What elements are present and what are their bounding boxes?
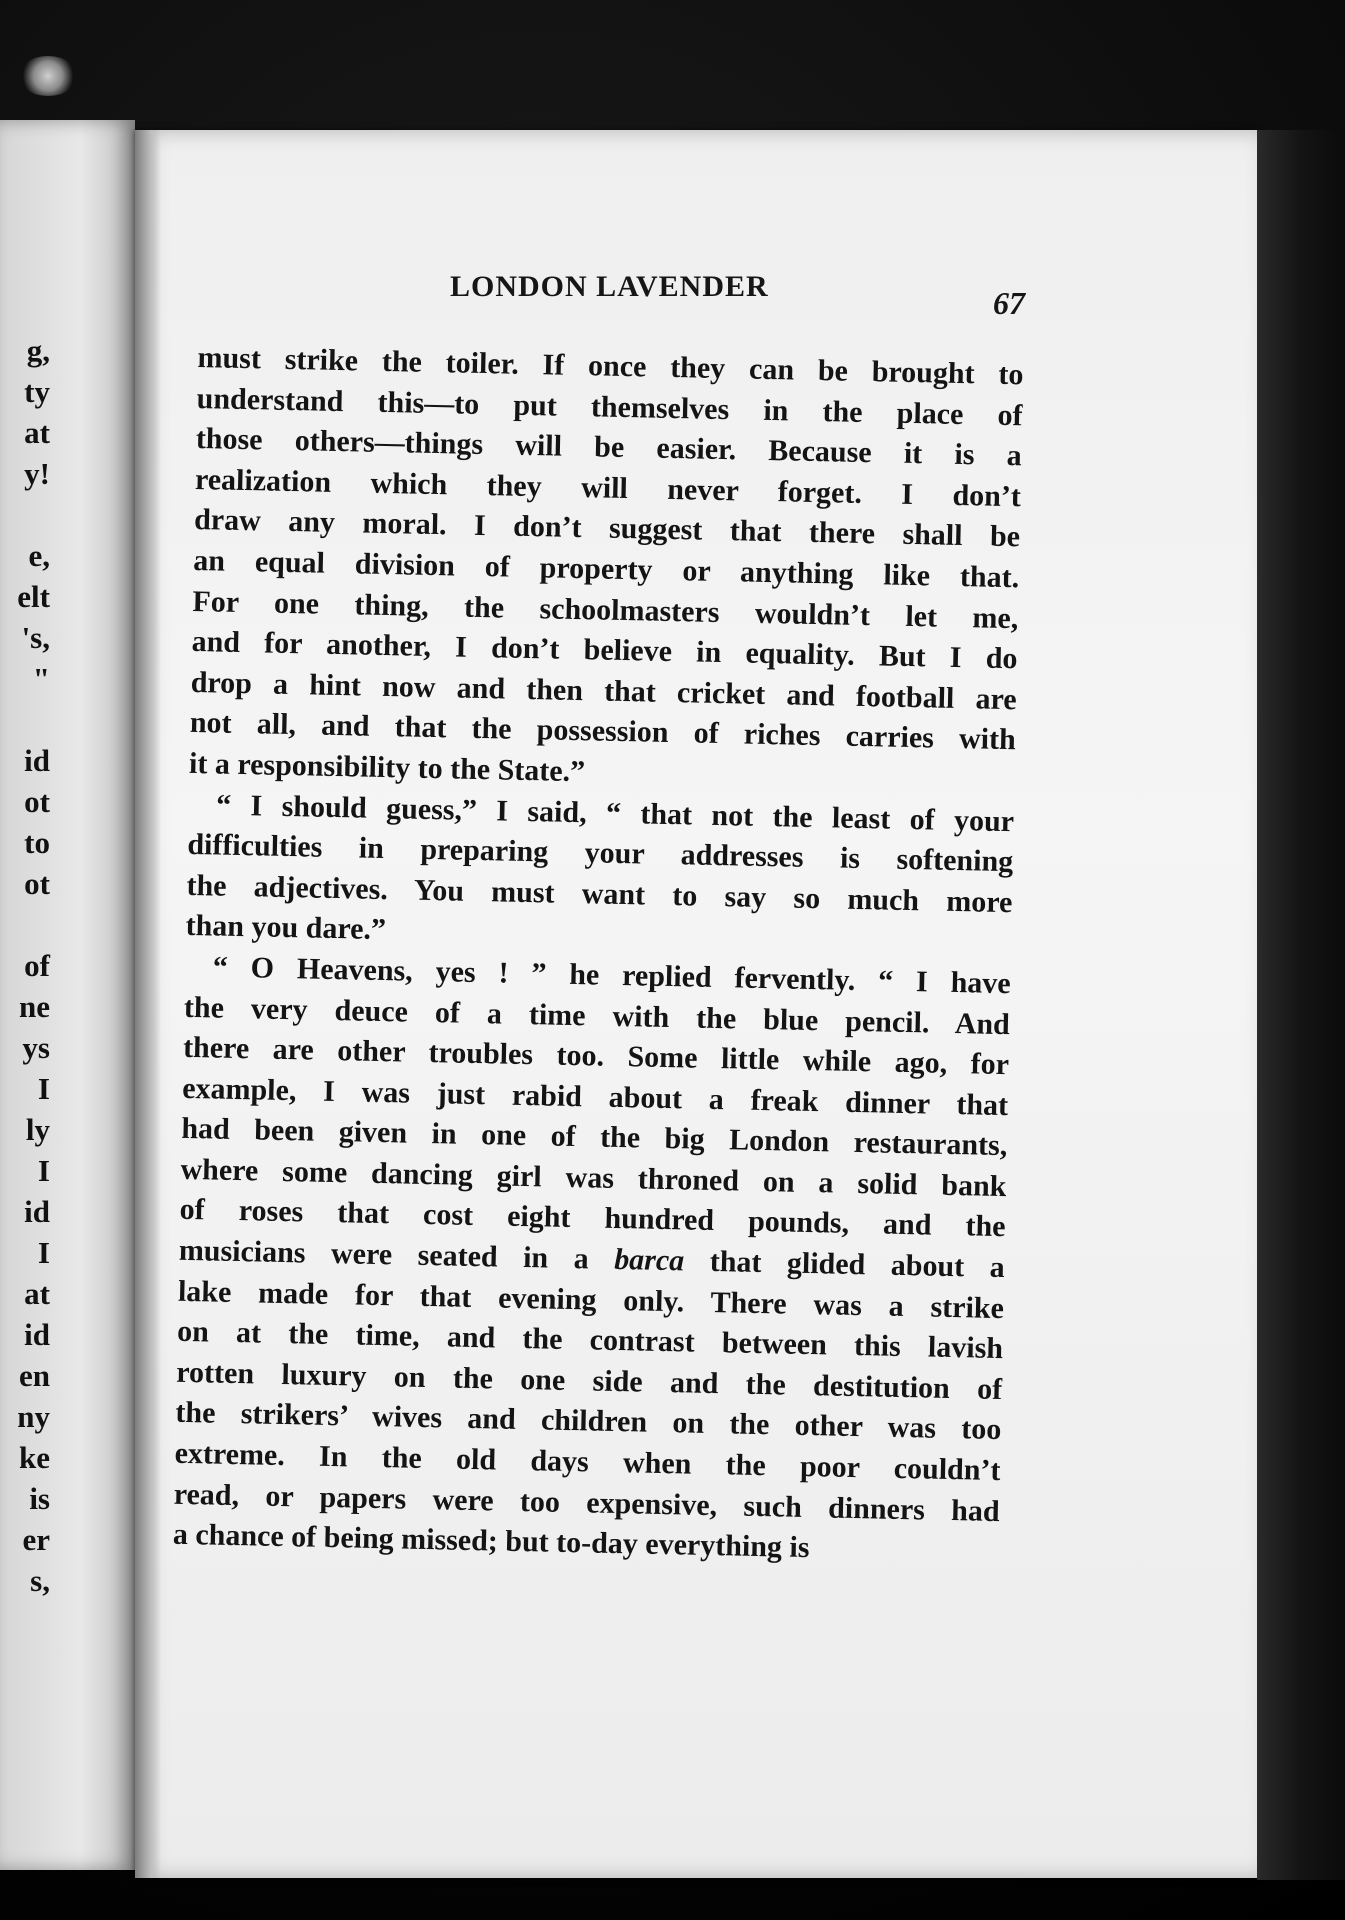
text-line: it a responsibility to the State.” [188,746,586,789]
left-fragment: to [24,825,50,860]
text-line: difficulties in preparing your addresses is softening [187,828,1014,879]
text-line: “ I should guess,” I said, “ that not the least of your [215,788,1015,838]
left-fragment: ne [19,989,50,1024]
dust-speck [18,56,78,96]
left-fragment: g, [26,333,50,368]
text-line: draw any moral. I don’t suggest that there shall be [193,503,1021,554]
text-line: the strikers’ wives and children on the other was too [175,1396,1002,1447]
text-line: realization which they will never forget. I don’t [194,462,1022,514]
text-line: had been given in one of the big London restaurants, [181,1112,1008,1163]
left-fragment: ys [22,1030,50,1065]
text-line: where some dancing girl was throned on a solid bank [180,1152,1007,1203]
text-line: there are other troubles too. Some little while ago, for [182,1030,1010,1082]
left-fragment: " [32,661,50,696]
left-fragment: id [24,1317,50,1352]
italic-word: barca [613,1242,685,1278]
text-line: “ O Heavens, yes ! ” he replied fervently. “ I have [212,950,1012,1001]
text-line: than you dare.” [185,909,387,947]
left-fragment: elt [17,579,50,614]
left-fragment [0,699,60,740]
left-fragment: ot [24,784,50,819]
left-fragment: y! [24,456,50,491]
left-fragment: ot [24,866,50,901]
book-cover-edge [1257,130,1345,1880]
text-line: read, or papers were too expensive, such dinners had [173,1477,1000,1528]
left-fragment: ke [19,1440,50,1475]
text-line: understand this—to put themselves in the place of [196,381,1023,432]
page-number: 67 [993,285,1025,321]
text-line: a chance of being missed; but to-day everything is [172,1517,810,1565]
left-fragment: at [24,415,50,450]
left-fragment: 's, [21,620,50,655]
left-fragment: of [24,948,50,983]
text-line: an equal division of property or anything like that. [192,543,1020,595]
text-line: extreme. In the old days when the poor couldn’t [174,1436,1001,1488]
text-line: drop a hint now and then that cricket and football are [190,665,1017,716]
left-fragment [0,494,60,535]
left-fragment [0,904,60,945]
text-line: the adjectives. You must want to say so much more [186,868,1013,919]
left-fragment: I [37,1071,50,1106]
text-line: rotten luxury on the one side and the destitution of [175,1355,1003,1406]
body-text [172,338,1023,1573]
text-line: on at the time, and the contrast between this lavish [176,1315,1004,1366]
text-line: and for another, I don’t believe in equality. But I do [191,625,1018,676]
running-head: LONDON LAVENDER [450,270,769,303]
text-line: For one thing, the schoolmasters wouldn’t let me, [192,584,1019,635]
text-line: example, I was just rabid about a freak dinner that [181,1071,1009,1122]
left-fragment: I [37,1153,50,1188]
text-line: musicians were seated in a barca that glided about a [178,1233,1006,1285]
left-fragment: I [37,1235,50,1270]
text-line: not all, and that the possession of riches carries with [189,706,1017,757]
text-line: of roses that cost eight hundred pounds, and the [179,1193,1006,1244]
text-line: the very deuce of a time with the blue pencil. And [183,990,1011,1041]
text-line: must strike the toiler. If once they can be brought to [197,340,1024,392]
left-fragment: id [24,743,50,778]
left-fragment: e, [28,538,50,573]
page-gutter-shadow [135,130,161,1878]
left-fragment: s, [30,1563,50,1598]
left-fragment: er [22,1522,50,1557]
text-line: lake made for that evening only. There was a strike [177,1274,1005,1325]
left-page-text-fragments [0,330,60,1598]
text-line: those others—things will be easier. Because it is a [195,422,1023,473]
left-fragment: ly [25,1112,50,1147]
left-fragment: ty [24,374,50,409]
left-fragment: at [24,1276,50,1311]
left-fragment: en [19,1358,50,1393]
left-fragment: id [24,1194,50,1229]
left-fragment: is [29,1481,50,1516]
left-fragment: ny [17,1399,50,1434]
